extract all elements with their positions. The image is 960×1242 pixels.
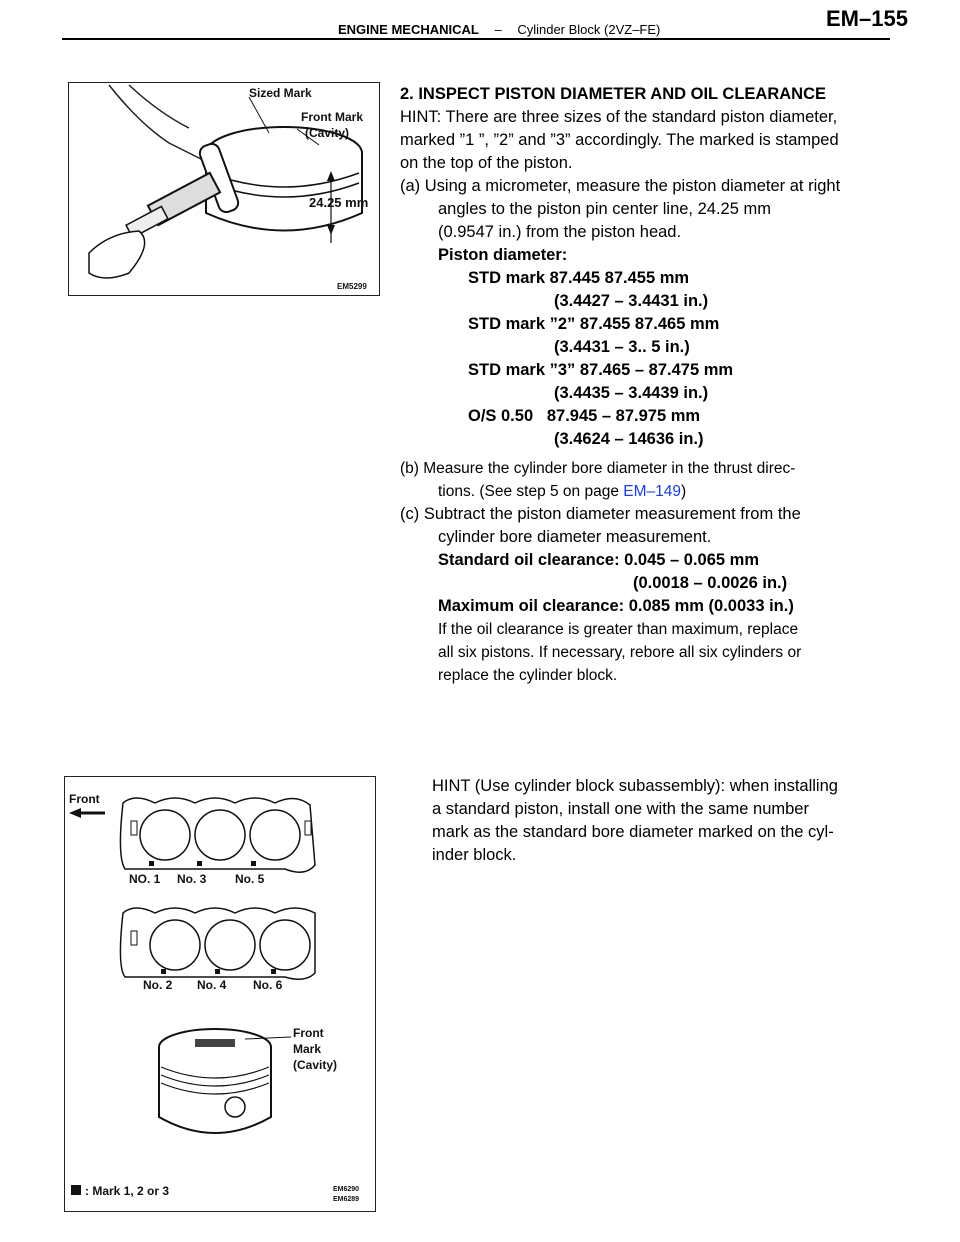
legend-mark: : Mark 1, 2 or 3: [85, 1184, 170, 1198]
std-oil-clearance-inch: (0.0018 – 0.0026 in.): [633, 574, 788, 592]
hint-line: marked ”1 ”, ”2” and ”3” accordingly. The marked is stamped: [400, 131, 839, 149]
step-a-line: (a) Using a micrometer, measure the piston diameter at right: [400, 177, 841, 195]
label-no1: NO. 1: [129, 872, 161, 886]
hint2-line: a standard piston, install one with the same number: [432, 800, 809, 818]
figure2-code-2: EM6289: [333, 1196, 360, 1203]
label-measure-distance: 24.25 mm: [309, 195, 369, 210]
step-c-line: cylinder bore diameter measurement.: [438, 528, 712, 546]
label-piston-mark: Mark: [293, 1042, 322, 1056]
header-section: [338, 22, 660, 37]
label-no6: No. 6: [253, 978, 283, 992]
figure-cylinder-block: [64, 776, 376, 1212]
hint2-line: mark as the standard bore diameter marked on the cyl-: [432, 823, 834, 841]
spec-mark: STD mark ”3” 87.465 – 87.475 mm: [468, 361, 734, 379]
hint-line: HINT: There are three sizes of the standard piston diameter,: [400, 108, 838, 126]
step-b-close: ): [681, 483, 687, 500]
hint-subassembly: [432, 775, 872, 867]
figure2-code-1: EM6290: [333, 1186, 360, 1193]
label-no5: No. 5: [235, 872, 265, 886]
header-subtitle: Cylinder Block (2VZ–FE): [517, 22, 661, 37]
step-b-line: [400, 480, 860, 503]
figure1-code: EM5299: [337, 282, 367, 291]
spec-mark: O/S 0.50 87.945 – 87.975 mm: [468, 407, 701, 425]
spec-inch: (3.4431 – 3.. 5 in.): [554, 338, 690, 356]
max-oil-clearance: Maximum oil clearance: 0.085 mm (0.0033 in.): [438, 597, 794, 615]
header-separator: –: [494, 22, 502, 37]
step-a-line: angles to the piston pin center line, 24.25 mm: [438, 200, 771, 218]
hint-line: on the top of the piston.: [400, 154, 573, 172]
replace-line: all six pistons. If necessary, rebore all six cylinders or: [438, 644, 802, 661]
header-rule: [62, 38, 890, 40]
label-no2: No. 2: [143, 978, 173, 992]
header-section-title: ENGINE MECHANICAL: [338, 22, 479, 37]
step-b-line: (b) Measure the cylinder bore diameter in the thrust direc-: [400, 460, 796, 477]
page-number: EM–155: [826, 6, 908, 31]
replace-line: replace the cylinder block.: [438, 667, 618, 684]
hint2-line: HINT (Use cylinder block subassembly): when installing: [432, 777, 838, 795]
label-piston-front: Front: [293, 1026, 324, 1040]
label-front: Front: [69, 792, 100, 806]
label-piston-cavity: (Cavity): [293, 1058, 338, 1072]
step-a-line: (0.9547 in.) from the piston head.: [438, 223, 682, 241]
replace-line: If the oil clearance is greater than maximum, replace: [438, 621, 799, 638]
procedure-text: [400, 83, 860, 687]
section-heading: 2. INSPECT PISTON DIAMETER AND OIL CLEARANCE: [400, 85, 826, 103]
label-cavity: (Cavity): [305, 126, 350, 140]
std-oil-clearance: Standard oil clearance: 0.045 – 0.065 mm: [438, 551, 760, 569]
spec-inch: (3.4427 – 3.4431 in.): [554, 292, 709, 310]
spec-inch: (3.4624 – 14636 in.): [554, 430, 704, 448]
label-no4: No. 4: [197, 978, 227, 992]
spec-mark: STD mark 87.445 87.455 mm: [468, 269, 690, 287]
figure-micrometer: [68, 82, 380, 296]
step-c-line: (c) Subtract the piston diameter measurement from the: [400, 505, 801, 523]
spec-mark: STD mark ”2” 87.455 87.465 mm: [468, 315, 720, 333]
piston-diameter-label: Piston diameter:: [438, 246, 568, 264]
step-b-text: tions. (See step 5 on page: [438, 483, 624, 500]
spec-inch: (3.4435 – 3.4439 in.): [554, 384, 709, 402]
label-sized-mark: Sized Mark: [249, 86, 312, 100]
hint2-line: inder block.: [432, 846, 517, 864]
page-link-em149[interactable]: EM–149: [623, 483, 682, 500]
label-no3: No. 3: [177, 872, 207, 886]
label-front-mark: Front Mark: [301, 110, 364, 124]
